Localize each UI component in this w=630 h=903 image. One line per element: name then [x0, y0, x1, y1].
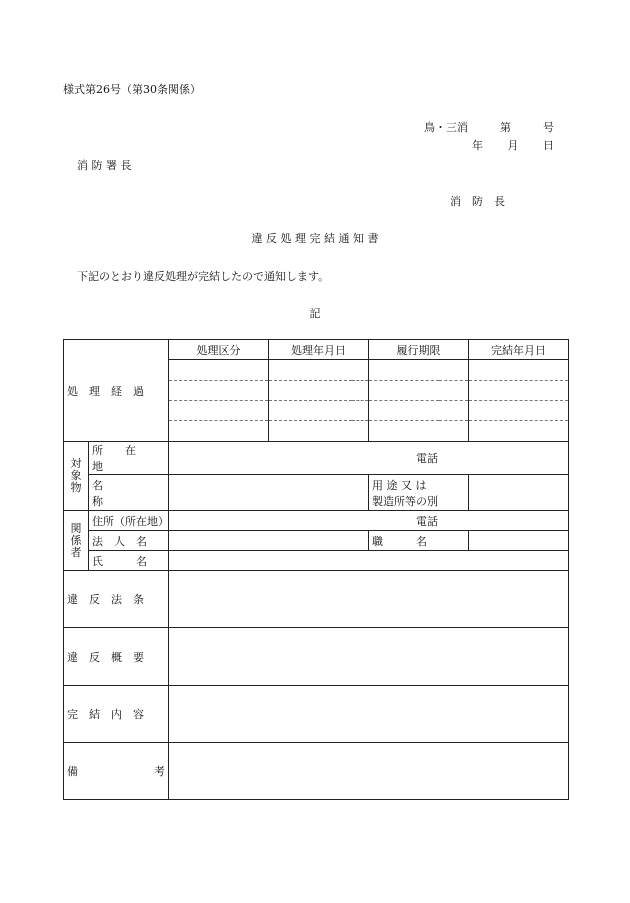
- ref-go: 号: [543, 121, 554, 134]
- completion-cell[interactable]: [169, 686, 569, 743]
- remarks-label: 備 考: [64, 743, 169, 800]
- entry-cell[interactable]: [169, 381, 269, 401]
- ref-prefix: 鳥・三消: [424, 121, 468, 134]
- party-name-label: 氏 名: [89, 551, 169, 571]
- entry-cell[interactable]: [469, 401, 569, 421]
- target-address-label: 所 在 地: [89, 442, 169, 475]
- entry-cell[interactable]: [169, 360, 269, 381]
- entry-cell[interactable]: [469, 360, 569, 381]
- violation-law-label: 違 反 法 条: [64, 571, 169, 628]
- entry-cell[interactable]: [469, 421, 569, 442]
- party-position-cell[interactable]: [469, 531, 569, 551]
- col-deadline: 履行期限: [369, 340, 469, 360]
- target-group-label: 対 象 物: [64, 442, 89, 511]
- entry-cell[interactable]: [269, 360, 369, 381]
- remarks-row: [64, 743, 569, 800]
- party-address-label: 住所（所在地）: [89, 511, 169, 531]
- ki-heading: 記: [309, 307, 321, 320]
- party-address-row: [64, 511, 569, 531]
- entry-cell[interactable]: [169, 401, 269, 421]
- target-name-cell[interactable]: [169, 475, 369, 511]
- target-address-cell[interactable]: [169, 442, 569, 475]
- issue-date: [472, 137, 554, 153]
- entry-cell[interactable]: [269, 381, 369, 401]
- target-use-cell[interactable]: [469, 475, 569, 511]
- entry-cell[interactable]: [369, 421, 469, 442]
- col-process-date: 処理年月日: [269, 340, 369, 360]
- party-corp-label: 法 人 名: [89, 531, 169, 551]
- process-label: 処 理 経 過: [67, 384, 144, 398]
- entry-cell[interactable]: [369, 360, 469, 381]
- party-position-label: 職 名: [369, 531, 469, 551]
- date-year: 年: [472, 139, 483, 152]
- violation-summary-cell[interactable]: [169, 628, 569, 686]
- party-group-label: 関 係 者: [64, 511, 89, 571]
- party-corp-row: [64, 531, 569, 551]
- col-process-type: 処理区分: [169, 340, 269, 360]
- remarks-cell[interactable]: [169, 743, 569, 800]
- party-name-cell[interactable]: [169, 551, 569, 571]
- reference-number: [424, 119, 554, 135]
- form-number: 様式第26号（第30条関係）: [63, 83, 201, 96]
- col-completion-date: 完結年月日: [469, 340, 569, 360]
- target-address-row: [64, 442, 569, 475]
- entry-cell[interactable]: [269, 421, 369, 442]
- completion-label: 完 結 内 容: [64, 686, 169, 743]
- party-address-cell[interactable]: [169, 511, 569, 531]
- entry-cell[interactable]: [169, 421, 269, 442]
- entry-cell[interactable]: [269, 401, 369, 421]
- intro-text: 下記のとおり違反処理が完結したので通知します。: [77, 270, 330, 283]
- violation-summary-row: [64, 628, 569, 686]
- sender: 消 防 長: [450, 195, 505, 208]
- notice-form-table: [63, 339, 569, 800]
- entry-cell[interactable]: [369, 401, 469, 421]
- violation-law-row: [64, 571, 569, 628]
- process-label-cell: [64, 340, 169, 442]
- target-tel-label: 電話: [416, 452, 438, 465]
- party-name-row: [64, 551, 569, 571]
- date-day: 日: [543, 139, 554, 152]
- ref-dai: 第: [500, 121, 511, 134]
- document-title: 違 反 処 理 完 結 通 知 書: [251, 232, 379, 245]
- target-name-label: 名 称: [89, 475, 169, 511]
- violation-summary-label: 違 反 概 要: [64, 628, 169, 686]
- target-name-row: [64, 475, 569, 511]
- entry-cell[interactable]: [369, 381, 469, 401]
- completion-row: [64, 686, 569, 743]
- party-tel-label: 電話: [416, 514, 438, 528]
- addressee: 消 防 署 長: [77, 159, 132, 172]
- process-header-row: [64, 340, 569, 360]
- date-month: 月: [507, 139, 519, 152]
- target-use-label: 用 途 又 は 製造所等の別: [369, 475, 469, 511]
- entry-cell[interactable]: [469, 381, 569, 401]
- party-corp-cell[interactable]: [169, 531, 369, 551]
- violation-law-cell[interactable]: [169, 571, 569, 628]
